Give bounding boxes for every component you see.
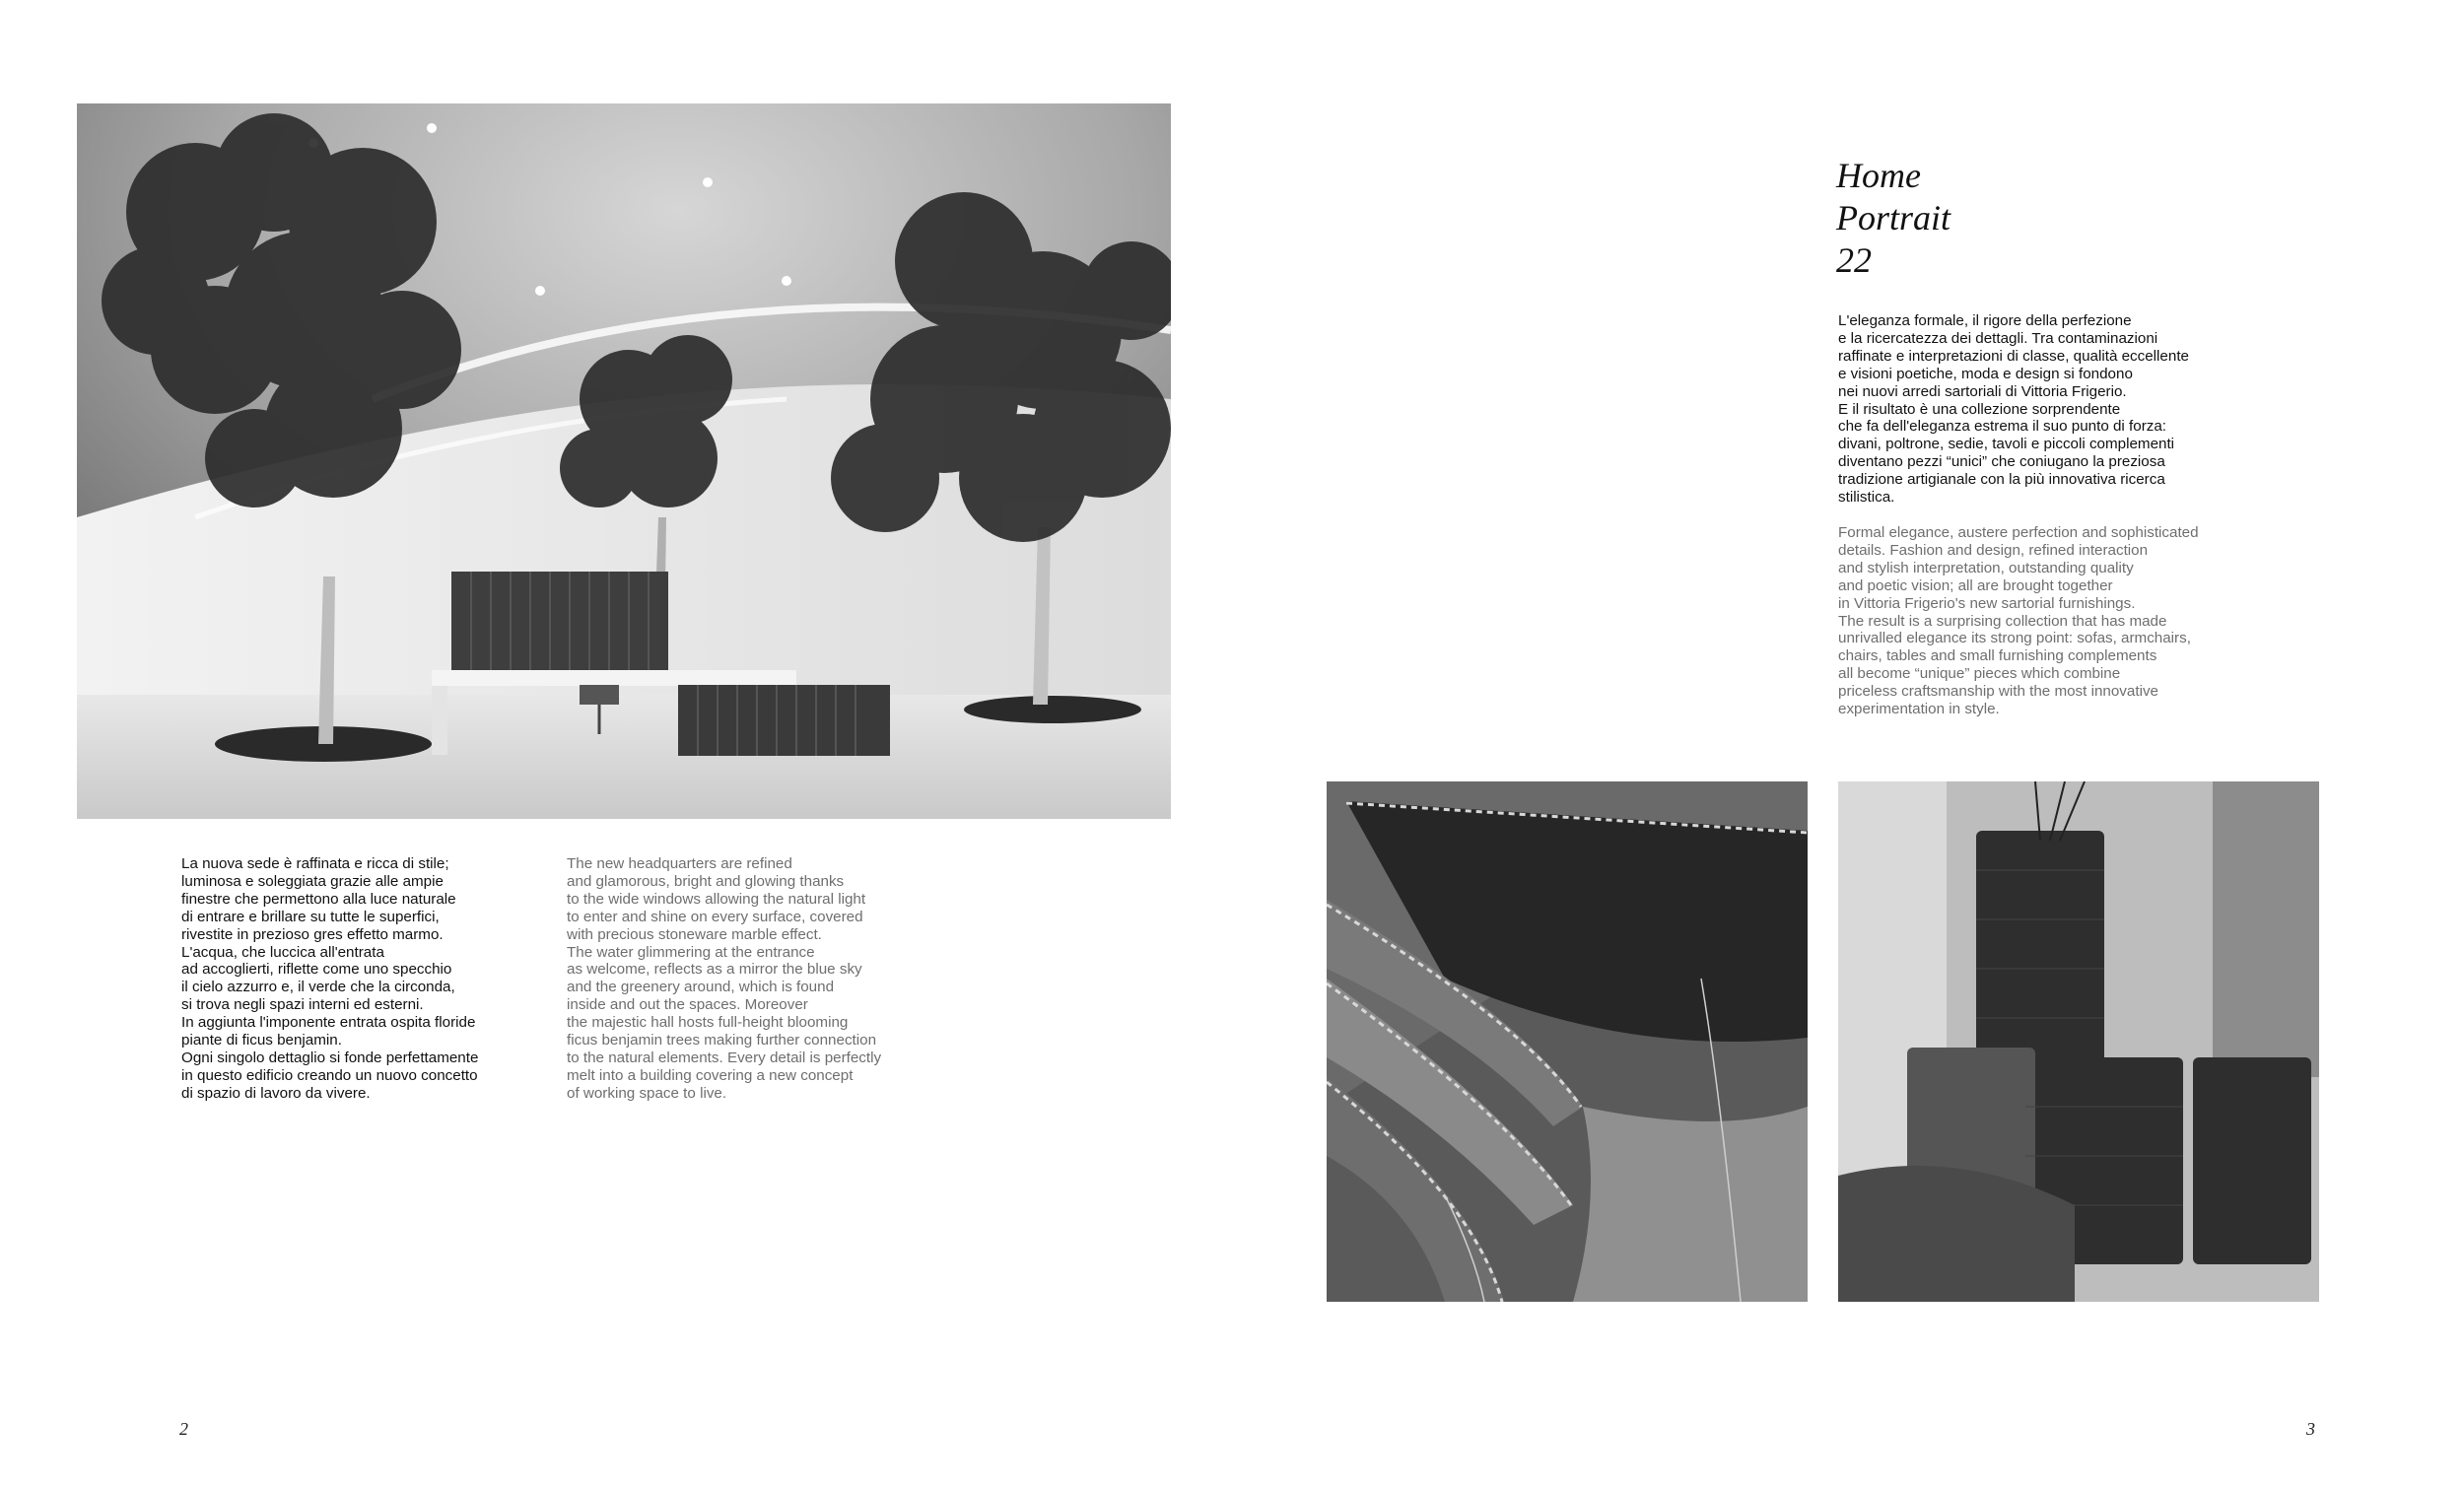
page-title: Home Portrait 22 xyxy=(1836,156,1951,280)
right-english-text: Formal elegance, austere perfection and sophisticated details. Fashion and design, refined interaction and stylish interpretation, outstanding quality and poetic vision; all are brought together in Vittoria Frigerio's new sartorial furnishings. The result is a surprising collection that has made unrivalled elegance its strong point: sofas, armchairs, chairs, tables and small furnishing complements all become “unique” pieces which combine priceless craftsmanship with the most innovative experimentation in style. xyxy=(1838,524,2199,718)
left-english-text: The new headquarters are refined and glamorous, bright and glowing thanks to the wide windows allowing the natural light to enter and shine on every surface, covered with precious stoneware marble effect. The water glimmering at the entrance as welcome, reflects as a mirror the blue sky and the greenery around, which is found inside and out the spaces. Moreover the majestic hall hosts full-height blooming ficus benjamin trees making further connection to the natural elements. Every detail is perfectly melt into a building covering a new concept of working space to live. xyxy=(567,855,882,1102)
thread-spools-photo xyxy=(1838,781,2319,1302)
page-number-right: 3 xyxy=(2306,1419,2315,1439)
page-number-left: 2 xyxy=(179,1419,188,1439)
left-italian-text: La nuova sede è raffinata e ricca di stile; luminosa e soleggiata grazie alle ampie finestre che permettono alla luce naturale di entrare e brillare su tutte le superfici, rivestite in prezioso gres effetto marmo. L'acqua, che luccica all'entrata ad accoglierti, riflette come uno specchio il cielo azzurro e, il verde che la circonda, si trova negli spazi interni ed esterni. In aggiunta l'imponente entrata ospita floride piante di ficus benjamin. Ogni singolo dettaglio si fonde perfettamente in questo edificio creando un nuovo concetto di spazio di lavoro da vivere. xyxy=(181,855,479,1102)
atrium-photo xyxy=(77,103,1171,819)
right-italian-text: L'eleganza formale, il rigore della perfezione e la ricercatezza dei dettagli. Tra contaminazioni raffinate e interpretazioni di classe, qualità eccellente e visioni poetiche, moda e design si fondono nei nuovi arredi sartoriali di Vittoria Frigerio. E il risultato è una collezione sorprendente che fa dell'eleganza estrema il suo punto di forza: divani, poltrone, sedie, tavoli e piccoli complementi diventano pezzi “unici” che coniugano la preziosa tradizione artigianale con la più innovativa ricerca stilistica. xyxy=(1838,312,2189,507)
leather-stitching-photo xyxy=(1327,781,1808,1302)
